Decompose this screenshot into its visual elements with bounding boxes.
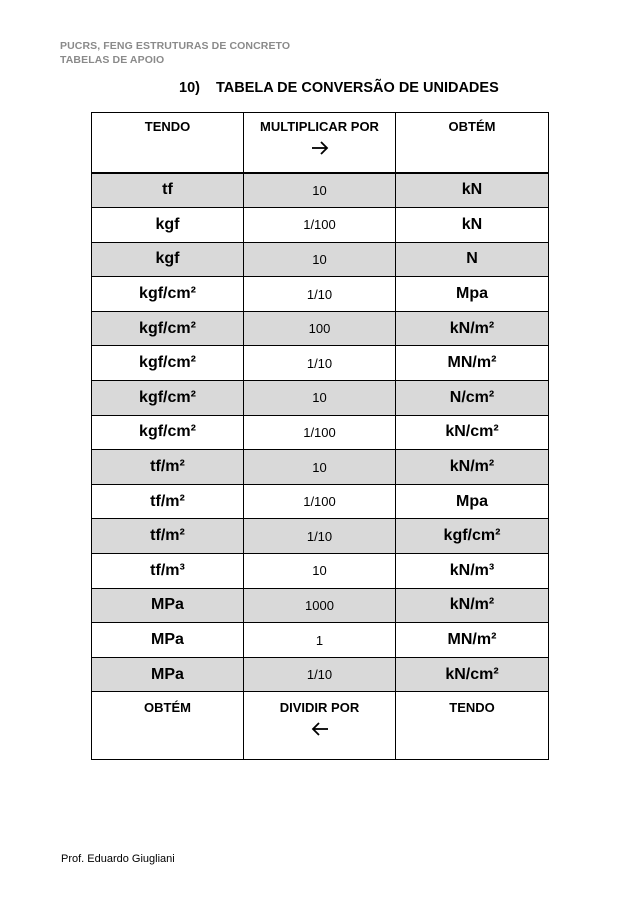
- header-line-2: TABELAS DE APOIO: [60, 54, 165, 66]
- table-row: [92, 381, 549, 416]
- cell-have-unit: kgf: [92, 208, 244, 243]
- header-line-1: PUCRS, FENG ESTRUTURAS DE CONCRETO: [60, 40, 291, 52]
- cell-obtain-unit: kN/m²: [396, 588, 549, 623]
- table-row: [92, 588, 549, 623]
- cell-obtain-unit: MN/m²: [396, 346, 549, 381]
- cell-obtain-unit: kN/cm²: [396, 415, 549, 450]
- cell-factor: 1/100: [244, 484, 396, 519]
- table-header-row: [92, 113, 549, 173]
- cell-factor: 1/10: [244, 519, 396, 554]
- cell-obtain-unit: kN/m³: [396, 554, 549, 589]
- cell-have-unit: MPa: [92, 588, 244, 623]
- cell-factor: 10: [244, 554, 396, 589]
- table-footer-row: [92, 692, 549, 760]
- cell-factor: 10: [244, 242, 396, 277]
- cell-have-unit: kgf/cm²: [92, 277, 244, 312]
- footer-divide: DIVIDIR POR: [244, 692, 396, 760]
- table-row: [92, 450, 549, 485]
- cell-factor: 1/10: [244, 346, 396, 381]
- cell-factor: 1000: [244, 588, 396, 623]
- cell-factor: 10: [244, 173, 396, 208]
- table-row: [92, 519, 549, 554]
- cell-have-unit: tf/m³: [92, 554, 244, 589]
- table-row: [92, 311, 549, 346]
- page-title: [179, 80, 499, 96]
- table-row: [92, 657, 549, 692]
- cell-factor: 10: [244, 450, 396, 485]
- cell-have-unit: tf/m²: [92, 519, 244, 554]
- table-row: [92, 623, 549, 658]
- cell-factor: 1/100: [244, 415, 396, 450]
- cell-have-unit: kgf/cm²: [92, 381, 244, 416]
- cell-have-unit: MPa: [92, 657, 244, 692]
- cell-factor: 1/10: [244, 277, 396, 312]
- table-row: [92, 208, 549, 243]
- cell-factor: 10: [244, 381, 396, 416]
- cell-have-unit: tf: [92, 173, 244, 208]
- cell-have-unit: kgf/cm²: [92, 415, 244, 450]
- cell-have-unit: kgf/cm²: [92, 311, 244, 346]
- arrow-right-icon: [310, 140, 330, 156]
- cell-obtain-unit: kN/cm²: [396, 657, 549, 692]
- table-row: [92, 415, 549, 450]
- cell-obtain-unit: Mpa: [396, 484, 549, 519]
- cell-factor: 1/10: [244, 657, 396, 692]
- table-row: [92, 346, 549, 381]
- cell-obtain-unit: kgf/cm²: [396, 519, 549, 554]
- table-row: [92, 554, 549, 589]
- footer-obtain: OBTÉM: [92, 692, 244, 760]
- cell-obtain-unit: kN/m²: [396, 450, 549, 485]
- table-row: [92, 242, 549, 277]
- header-obtain: OBTÉM: [396, 113, 549, 173]
- table-row: [92, 484, 549, 519]
- cell-factor: 1/100: [244, 208, 396, 243]
- cell-obtain-unit: MN/m²: [396, 623, 549, 658]
- cell-obtain-unit: kN: [396, 208, 549, 243]
- cell-have-unit: tf/m²: [92, 450, 244, 485]
- cell-obtain-unit: Mpa: [396, 277, 549, 312]
- cell-have-unit: kgf: [92, 242, 244, 277]
- cell-have-unit: tf/m²: [92, 484, 244, 519]
- table-row: [92, 277, 549, 312]
- header-have: TENDO: [92, 113, 244, 173]
- cell-obtain-unit: kN: [396, 173, 549, 208]
- footer-author: Prof. Eduardo Giugliani: [61, 853, 175, 865]
- cell-factor: 1: [244, 623, 396, 658]
- cell-obtain-unit: N: [396, 242, 549, 277]
- cell-factor: 100: [244, 311, 396, 346]
- cell-have-unit: kgf/cm²: [92, 346, 244, 381]
- title-text: TABELA DE CONVERSÃO DE UNIDADES: [215, 80, 499, 96]
- document-header: [60, 39, 290, 67]
- table-row: [92, 173, 549, 208]
- footer-have: TENDO: [396, 692, 549, 760]
- title-number: 10): [179, 80, 200, 96]
- header-multiply: MULTIPLICAR POR: [244, 113, 396, 173]
- arrow-left-icon: [310, 721, 330, 737]
- cell-have-unit: MPa: [92, 623, 244, 658]
- cell-obtain-unit: kN/m²: [396, 311, 549, 346]
- conversion-table: [91, 112, 549, 760]
- cell-obtain-unit: N/cm²: [396, 381, 549, 416]
